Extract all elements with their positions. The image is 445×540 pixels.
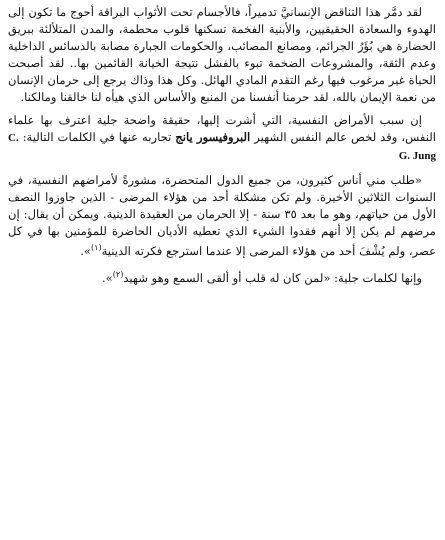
paragraph-civilization-contradiction (8, 4, 436, 105)
professor-name: البروفيسور يانج (175, 130, 251, 145)
footnote-marker-1: (١) (91, 242, 102, 252)
quotation-text: «طلب مني أناس كثيرون، من جميع الدول المتحضرة، مشورةً لأمراضهم النفسية، في السنوات الثلاثين الأخيرة. ولم تكن مشكلة أحد من هؤلاء المرضى - الذين جاوزوا النصف الأول من حياتهم، وهو ما بعد ٣٥ سنة - إلا الحرمان من العقيدة الدينية. ويمكن أن يقال: إن مرضهم لم يكن إلا أنهم فقدوا الشيء الذي تعطيه الأديان الحاضرة للمؤمنين بها في كل عصر، ولم يُشْفَ أحد من هؤلاء المرضى إلا عندما استرجع فكرته الدينية (8, 173, 436, 258)
paragraph-text-end: تجاربه عنها في الكلمات التالية: (22, 130, 172, 145)
paragraph-gap (8, 260, 436, 267)
paragraph-text: لقد دمَّر هذا التناقض الإنسانيَّ تدميراً، فالأجسام تحت الأثواب البراقة أحوج ما تكون إلى الهدوء والسعادة الحقيقيين، والأبنية الفخمة تسكنها قلوب محطمة، والمدن المتلألئة ببريق الحضارة هي بُؤَرُ الجرائم، ومصانع المصائب، والحكومات الجبارة مصابة بالدسائس الداخلية وعدم الثقة، والمشروعات الضخمة تبوء بالفشل نتيجة الخيانة القائمين بها.. لقد أصبحت الحياة غير مرغوب فيها رغم التقدم المادي الهائل. (8, 5, 436, 87)
paragraph-text: وإنها لكلمات جلية: «لمن كان له قلب أو ألقى السمع وهو شهيد (123, 270, 422, 285)
paragraph-text-continued: وكل هذا وذاك يرجع إلى حرمان الإنسان من نعمة الإيمان بالله، لقد حرمنا أنفسنا من المنبع والأساس الذي هيأه لنا خالقنا ومالكنا. (8, 72, 436, 104)
paragraph-conclusion (8, 267, 436, 287)
jung-quotation (8, 172, 436, 259)
paragraph-gap (8, 165, 436, 172)
latin-name: C. G. Jung (8, 132, 436, 163)
quotation-end: ». (80, 243, 92, 258)
paragraph-psychological-diseases (8, 112, 436, 165)
document-page (8, 4, 436, 536)
paragraph-text: إن سبب الأمراض النفسية، التي أشرت إليها، حقيقة واضحة جلية اعترف بها علماء النفس، وقد لخص عالم النفس الشهير (8, 113, 436, 145)
paragraph-gap (8, 105, 436, 112)
paragraph-end: ». (102, 270, 113, 285)
footnote-marker-2: (٢) (112, 269, 124, 279)
